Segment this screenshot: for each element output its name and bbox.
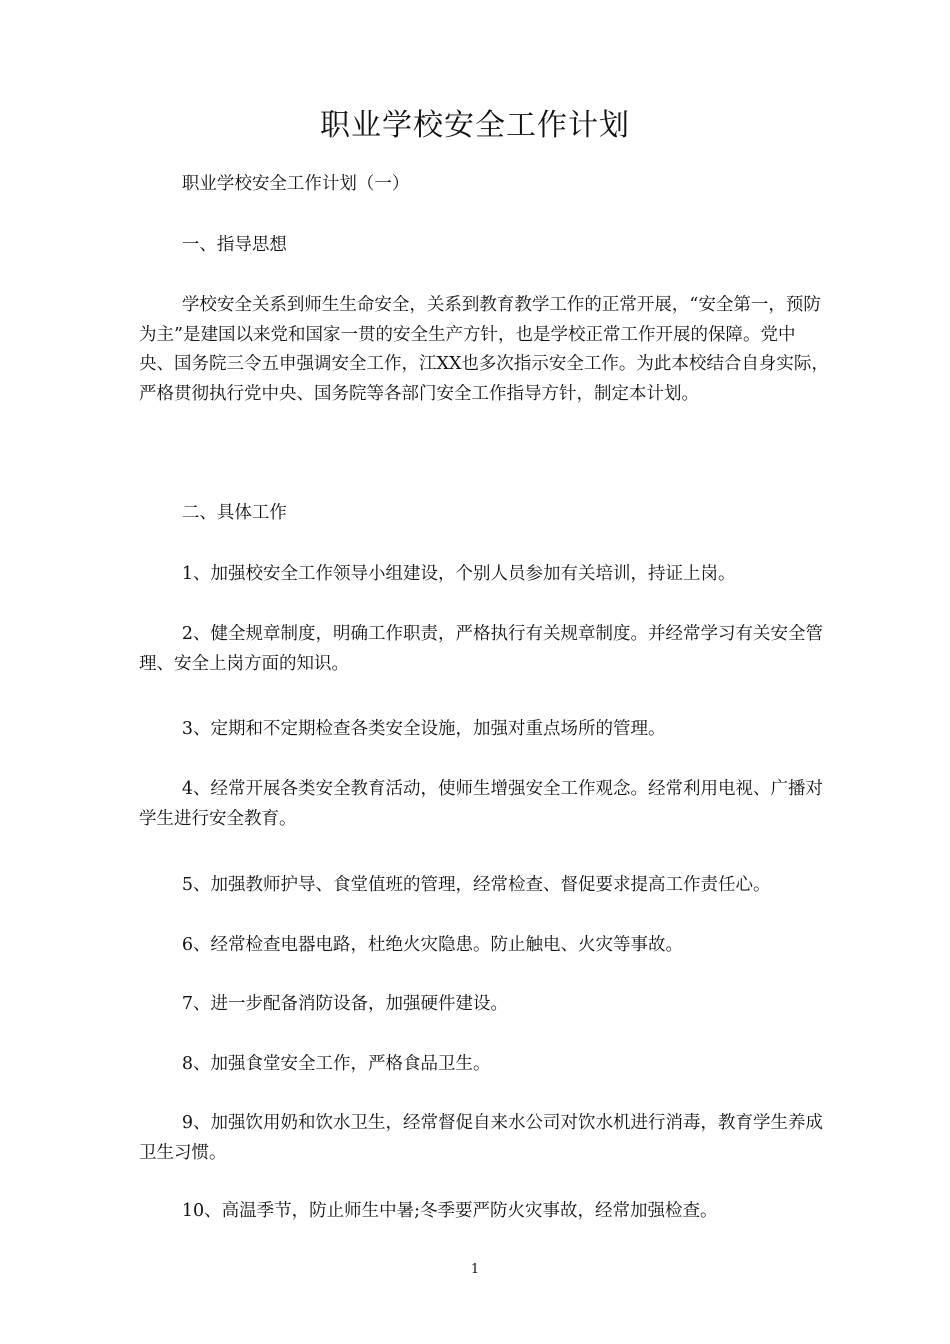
section-heading-guiding-ideology: 一、指导思想 [181, 235, 287, 255]
work-item-7: 7、进一步配备消防设备，加强硬件建设。 [181, 994, 509, 1014]
work-item-3: 3、定期和不定期检查各类安全设施，加强对重点场所的管理。 [181, 719, 666, 739]
work-item-1: 1、加强校安全工作领导小组建设，个别人员参加有关培训，持证上岗。 [181, 564, 736, 584]
section-heading-specific-work: 二、具体工作 [181, 503, 287, 523]
work-item-6: 6、经常检查电器电路，杜绝火灾隐患。防止触电、火灾等事故。 [181, 935, 684, 955]
work-item-9: 9、加强饮用奶和饮水卫生，经常督促自来水公司对饮水机进行消毒，教育学生养成卫生习惯。 [139, 1113, 824, 1163]
page-number: 1 [470, 1262, 480, 1277]
document-subtitle: 职业学校安全工作计划（一） [181, 174, 410, 194]
work-item-10: 10、高温季节，防止师生中暑;冬季要严防火灾事故，经常加强检查。 [181, 1201, 718, 1221]
work-item-8: 8、加强食堂安全工作，严格食品卫生。 [181, 1054, 491, 1074]
section-body-guiding-ideology: 学校安全关系到师生生命安全，关系到教育教学工作的正常开展，“安全第一，预防为主”是建国以来党和国家一贯的安全生产方针，也是学校正常工作开展的保障。党中央、国务院三令五申强调安全工作，江XX也多次指示安全工作。为此本校结合自身实际，严格贯彻执行党中央、国务院等各部门安全工作指导方针，制定本计划。 [139, 295, 829, 404]
work-item-2: 2、健全规章制度，明确工作职责，严格执行有关规章制度。并经常学习有关安全管理、安全上岗方面的知识。 [139, 624, 824, 674]
work-item-5: 5、加强教师护导、食堂值班的管理，经常检查、督促要求提高工作责任心。 [181, 875, 771, 895]
document-title: 职业学校安全工作计划 [320, 108, 630, 143]
work-item-4: 4、经常开展各类安全教育活动，使师生增强安全工作观念。经常利用电视、广播对学生进行安全教育。 [139, 779, 824, 829]
